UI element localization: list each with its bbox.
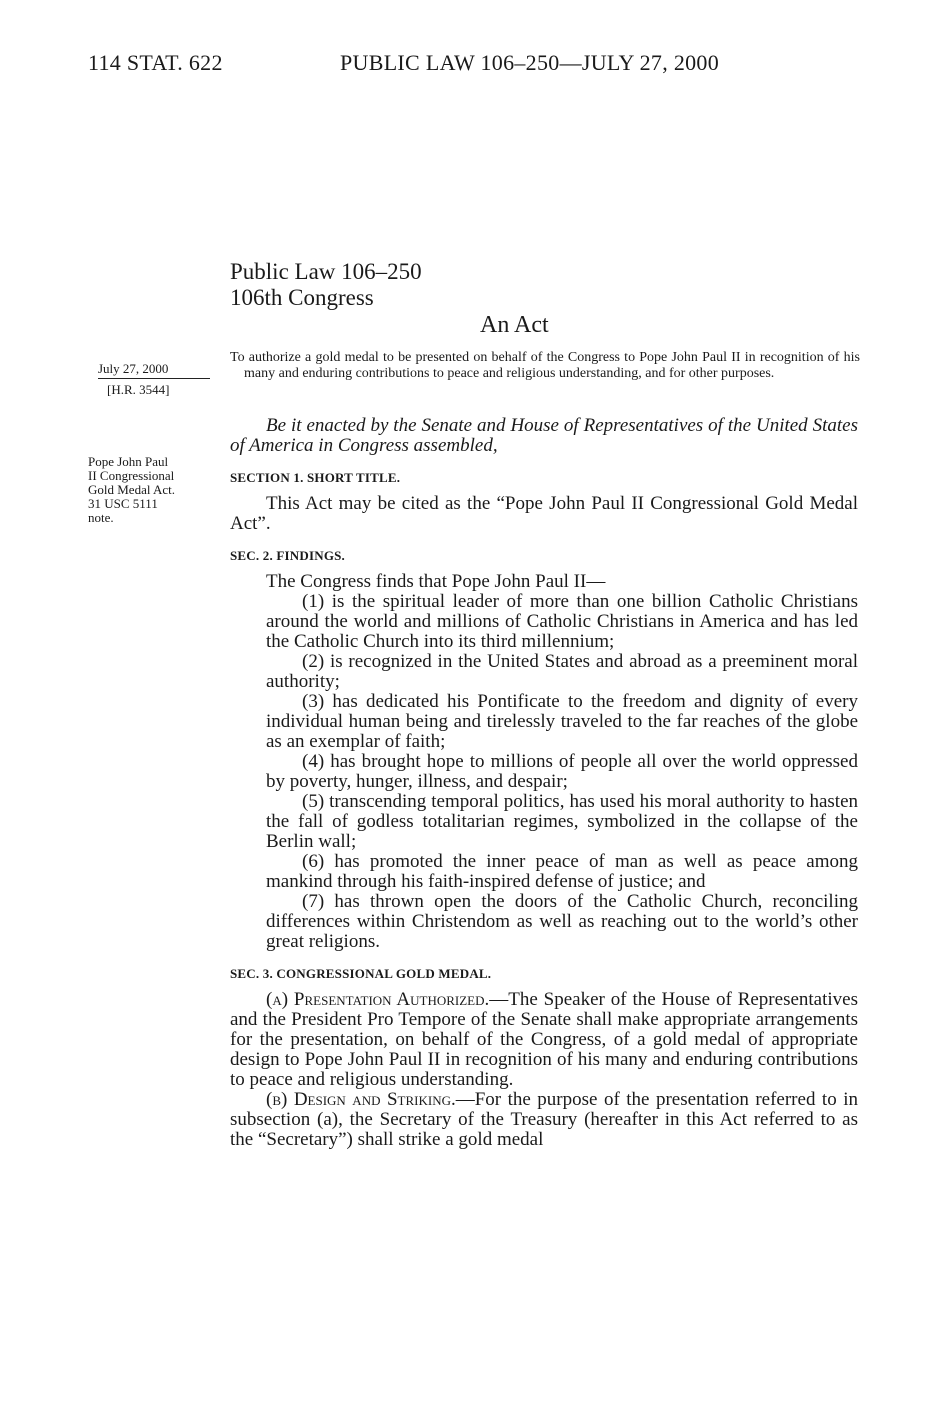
findings-intro: The Congress finds that Pope John Paul II—: [266, 571, 606, 592]
finding-item: (5) transcending temporal politics, has used his moral authority to hasten the fall of godless totalitarian regimes, symbolized in the collapse of the Berlin wall;: [266, 791, 858, 852]
subsection-b-label: (b) Design and Striking.: [266, 1089, 456, 1110]
subsection-b: [230, 1090, 858, 1150]
margin-bill-number: [H.R. 3544]: [107, 382, 170, 397]
margin-note-line: 31 USC 5111: [88, 496, 158, 511]
enacting-clause: Be it enacted by the Senate and House of Representatives of the United States of America in Congress assembled,: [230, 415, 858, 456]
running-head: PUBLIC LAW 106–250—JULY 27, 2000: [340, 50, 720, 75]
section-1-heading: SECTION 1. SHORT TITLE.: [230, 470, 401, 485]
margin-date: July 27, 2000: [98, 362, 210, 379]
congress-number: 106th Congress: [230, 285, 374, 310]
margin-note-line: Gold Medal Act.: [88, 482, 176, 497]
subsection-a: [230, 990, 858, 1090]
finding-item: (7) has thrown open the doors of the Catholic Church, reconciling differences within Christendom as well as reaching out to the world’s other great religions.: [266, 891, 858, 952]
finding-item: (1) is the spiritual leader of more than one billion Catholic Christians around the world and millions of Catholic Christians in America and has led the Catholic Church into its third millennium;: [266, 591, 858, 652]
subsection-b-text: —For the purpose of the presentation referred to in subsection (a), the Secretary of the Treasury (hereafter in this Act referred to as the “Secretary”) shall strike a gold medal: [230, 1089, 858, 1150]
section-2-heading: SEC. 2. FINDINGS.: [230, 548, 346, 563]
act-body: [230, 416, 858, 1150]
act-label: An Act: [480, 312, 549, 338]
section-3-heading: SEC. 3. CONGRESSIONAL GOLD MEDAL.: [230, 966, 492, 981]
margin-note-line: Pope John Paul: [88, 454, 169, 469]
section-1-text: This Act may be cited as the “Pope John Paul II Congressional Gold Medal Act”.: [230, 493, 858, 534]
margin-short-title-note: [88, 455, 218, 525]
finding-item: (3) has dedicated his Pontificate to the freedom and dignity of every individual human being and tirelessly traveled to the far reaches of the globe as an exemplar of faith;: [266, 691, 858, 752]
finding-item: (2) is recognized in the United States and abroad as a preeminent moral authority;: [266, 651, 858, 692]
purpose-text: To authorize a gold medal to be presented on behalf of the Congress to Pope John Paul II in recognition of his many and enduring contributions to peace and religious understanding, and for other purposes.: [230, 350, 860, 381]
page-statute-number: 114 STAT. 622: [88, 50, 223, 75]
finding-item: (6) has promoted the inner peace of man as well as peace among mankind through his faith-inspired defense of justice; and: [266, 851, 858, 892]
subsection-a-label: (a) Presentation Authorized.: [266, 989, 490, 1010]
margin-note-line: II Congressional: [88, 468, 175, 483]
margin-note-line: note.: [88, 510, 114, 525]
subsection-a-text: —The Speaker of the House of Representatives and the President Pro Tempore of the Senate shall make appropriate arrangements for the presentation, on behalf of the Congress, of a gold medal of appropriate design to Pope John Paul II in recognition of his many and enduring contributions to peace and religious understanding.: [230, 989, 858, 1090]
public-law-number: Public Law 106–250: [230, 259, 422, 284]
finding-item: (4) has brought hope to millions of people all over the world oppressed by poverty, hunger, illness, and despair;: [266, 751, 858, 792]
purpose-clause: [230, 350, 860, 382]
findings-list: [266, 572, 858, 952]
